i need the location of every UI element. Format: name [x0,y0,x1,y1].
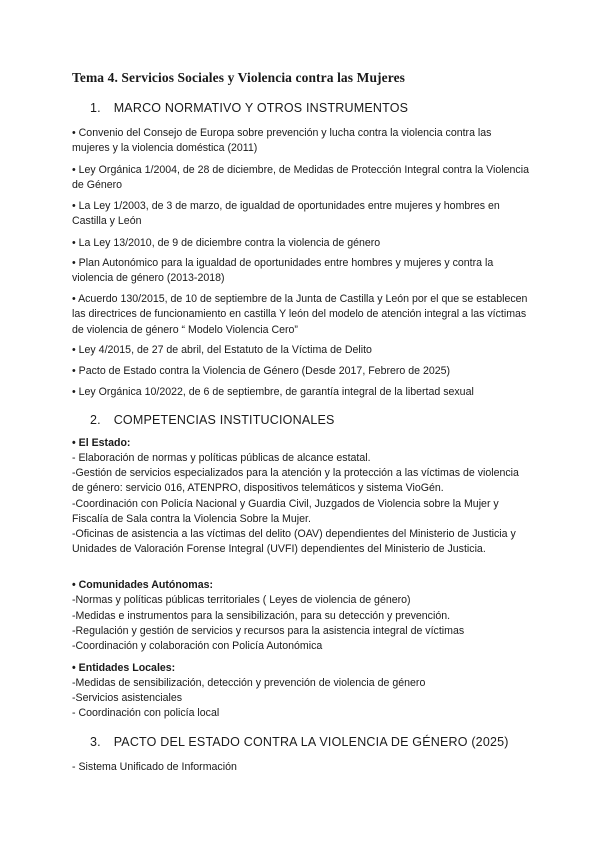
list-item: - Coordinación con policía local [72,707,220,719]
section-heading-2 [90,413,335,427]
subsection-heading-locales: • Entidades Locales: [72,662,176,674]
list-item: • La Ley 1/2003, de 3 de marzo, de igualdad de oportunidades entre mujeres y hombres en Castilla y León [72,200,500,228]
section-title: PACTO DEL ESTADO CONTRA LA VIOLENCIA DE GÉNERO (2025) [113,735,509,749]
section-number: 2. [90,413,101,427]
list-item: • Ley 4/2015, de 27 de abril, del Estatuto de la Víctima de Delito [72,344,372,356]
section-title: MARCO NORMATIVO Y OTROS INSTRUMENTOS [113,101,409,115]
list-item: -Gestión de servicios especializados para la atención y la protección a las víctimas de violencia de género: servicio 016, ATENPRO, dispositivos telemáticos y sistema VioGén. [72,467,519,495]
list-item: • Acuerdo 130/2015, de 10 de septiembre de la Junta de Castilla y León por el que se establecen las directrices de funcionamiento en castilla Y león del modelo de atención integral a las víctimas de violencia de género “ Modelo Violencia Cero” [72,293,528,336]
page-title: Tema 4. Servicios Sociales y Violencia contra las Mujeres [72,70,406,85]
list-item: • Ley Orgánica 10/2022, de 6 de septiembre, de garantía integral de la libertad sexual [72,386,474,398]
list-item: • Ley Orgánica 1/2004, de 28 de diciembre, de Medidas de Protección Integral contra la Violencia de Género [72,164,529,192]
list-item: - Elaboración de normas y políticas públicas de alcance estatal. [72,452,371,464]
section-title: COMPETENCIAS INSTITUCIONALES [113,413,335,427]
list-item: • La Ley 13/2010, de 9 de diciembre contra la violencia de género [72,237,381,249]
subsection-heading-estado: • El Estado: [72,437,131,449]
subsection-heading-ccaa: • Comunidades Autónomas: [72,579,214,591]
list-item: • Plan Autonómico para la igualdad de oportunidades entre hombres y mujeres y contra la violencia de género (2013-2018) [72,257,494,285]
list-item: • Pacto de Estado contra la Violencia de Género (Desde 2017, Febrero de 2025) [72,365,451,377]
list-item: -Medidas e instrumentos para la sensibilización, para su detección y prevención. [72,610,451,622]
list-item: -Coordinación con Policía Nacional y Guardia Civil, Juzgados de Violencia sobre la Mujer y Fiscalía de Sala contra la Violencia Sobre la Mujer. [72,498,499,526]
list-item: -Coordinación y colaboración con Policía Autonómica [72,640,323,652]
list-item: -Servicios asistenciales [72,692,183,704]
list-item: -Normas y políticas públicas territoriales ( Leyes de violencia de género) [72,594,411,606]
list-item: -Medidas de sensibilización, detección y prevención de violencia de género [72,677,426,689]
section-number: 3. [90,735,101,749]
list-item: -Oficinas de asistencia a las víctimas del delito (OAV) dependientes del Ministerio de Justicia y Unidades de Valoración Forense Integral (UVFI) dependientes del Ministerio de Justicia. [72,528,516,556]
section-number: 1. [90,101,101,115]
section-heading-3 [90,735,509,749]
list-item: - Sistema Unificado de Información [72,761,237,773]
list-item: -Regulación y gestión de servicios y recursos para la asistencia integral de víctimas [72,625,465,637]
section-heading-1 [90,101,408,115]
list-item: • Convenio del Consejo de Europa sobre prevención y lucha contra la violencia contra las mujeres y la violencia doméstica (2011) [72,127,492,155]
